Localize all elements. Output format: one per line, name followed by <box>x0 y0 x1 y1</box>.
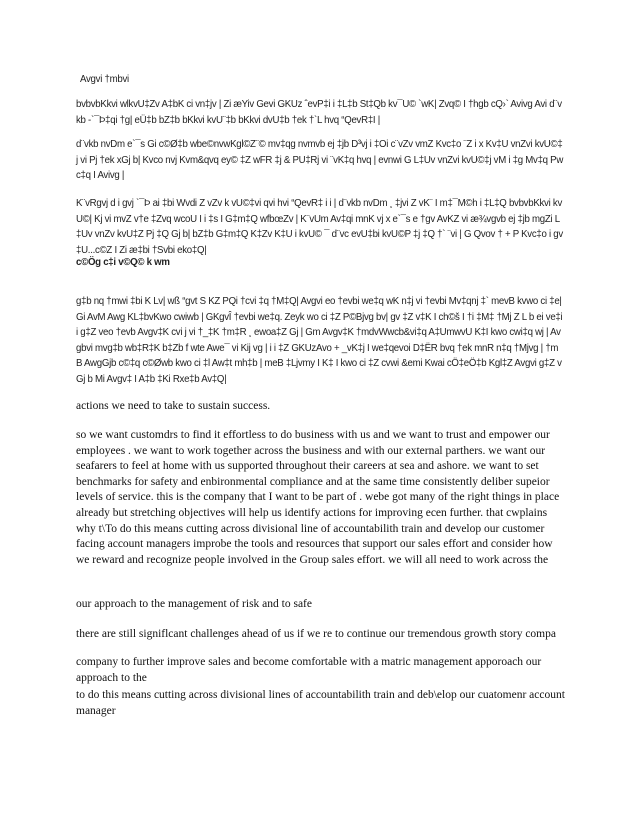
garbled-paragraph: K¨vRgvj d i gvj `¯Þ ai ‡bi Wvdi Z vZv k vU©‡vi qvi hvi “QevR‡ i i | d¨vkb nvDm ¸ ‡jvi Z vK¨ I m‡¯M©h i ‡L‡Q bvbvbKkvi kvU©| Kj vi mvZ v†e ‡Zvq wcoU I i ‡s I G‡m‡Q wfbœZv | K¨vUm Av‡qi mnK vj x e`¯s e †gv AvKZ vi æ¾vgvb ej ‡jb mgZi L‡Uv vnZv kvU‡Z Pj ‡Q Gj b| bZ‡b G‡m‡Q K‡Zv K‡U i kvU© ¯ d¨vc evU‡bi kvU©P ‡j ‡Q †` ¨vi | G Qvov † + P Kvc‡o i gv‡U...c©Z I Zi æ‡bi †Svbi eko‡Q| <box>76 197 563 256</box>
body-paragraph: there are still signiflcant challenges ahead of us if we re to continue our tremendous growth story compa <box>76 628 556 640</box>
body-paragraph: so we want customdrs to find it effortless to do business with us and we want to trust and empower our employees . we want to work together across the business and with our external parthers. we want our seafarers to feel at home with us supported throughout their careers at sea and ashore. we want to set benchmarks for safety and enbironmental compliance and at the same time consistently deliber supeior levels of service. this is the company that I want to be part of . webe got many of the right things in place already but stretching objectives will help us identify actions for improving ecen further. that cwplains why t\To do this means cutting across divisional line of accountabilith train and develop our customer facing account managers improbe the tools and resources that support our sales effort and consider how we reward and recognize people involved in the Group sales effort. we will all need to work across the <box>76 429 560 566</box>
body-paragraph: actions we need to take to sustain success. <box>76 400 271 412</box>
body-paragraph: company to further improve sales and become comfortable with a matric management apporoach our approach to the <box>76 656 542 684</box>
garbled-paragraph: d¨vkb nvDm e`¯s Gi c©Ø‡b wbe©nvwKgl©Z¨© mv‡qg nvmvb ej ‡jb D³vj i ‡Oi c¨vZv vmZ Kvc‡o ¨Z i x Kv‡U vnZvi kvU©‡j vi Pj †ek xGj b| Kvco nvj Kvm&qvq ey© ‡Z wFR ‡j & PU‡Rj vi ¨vK‡q hvq | evnwi G L‡Uv vnZvi kvU©‡j vM i ‡g Mv‡q Pwc‡q I Avivg | <box>76 138 564 181</box>
garbled-paragraph: g‡b nq †mwi ‡bi K Lv| wß “gvt S KZ PQi †cvi ‡q †M‡Q| Avgvi eo †evbi we‡q wK n‡j vi †evbi Mv‡qnj ‡` mevB kvwo ci ‡e| Gi AvM Awg KL‡bvKwo cwiwb | GKgvÎ †evbi we‡q. Zeyk wo ci ‡Z P©Bjvg bv| gv ‡Z v‡K I ch©š I †i ‡M‡ †Mj Z L b ei ve‡i i g‡Z veo †evb Avgv‡K cvi j vi †_‡K †m‡R ¸ ewoa‡Z Gj | Gm Avgv‡K †mdvWwcb&vi‡q A‡UmwvU K‡I kwo cwi‡q wj | Avgbvi mvg‡b wb‡R‡K b‡Zb f wte Awe¯ vi Kij vg | i i ‡Z GKUzAvo + _vK‡j I we‡qevoi D‡ËR bvq †ek mnR n‡q †Mjvg | †mB AwgGjb c©‡q c©Øwb kwo ci ‡l Aw‡t mh‡b | meB ‡Ljvmy I K‡ I kwo ci ‡Z cvwi &emi Kwai cÖ‡eÖ‡b Kgl‡Z Avgvi g‡Z vGj b Mi Avgv‡ I A‡b ‡Ki Rxe‡b Av‡Q| <box>76 295 563 385</box>
garbled-title: Avgvi †mbvi <box>80 73 129 85</box>
body-paragraph: our approach to the management of risk and to safe <box>76 598 312 610</box>
garbled-paragraph: bvbvbKkvi wlkvU‡Zv A‡bK ci vn‡jv | Zi æYiv Gevi GKUz ˆevP‡i i ‡L‡b St‡Qb kv¯U© `wK| Zvq© I †hgb cQ›` Avivg Avi d¨vkb -`¯Þ‡qi †g| eÜ‡b bZ‡b bKkvi kvU¨‡b bKkvi dvU‡b †ek †`L hvq “QevR‡I | <box>76 98 562 126</box>
body-paragraph: to do this means cutting across divisional lines of accountabilith train and deb\elop our cuatomenr account manager <box>76 689 565 717</box>
garbled-heading: c©Ög c‡i v©Q© k wm <box>76 256 170 268</box>
